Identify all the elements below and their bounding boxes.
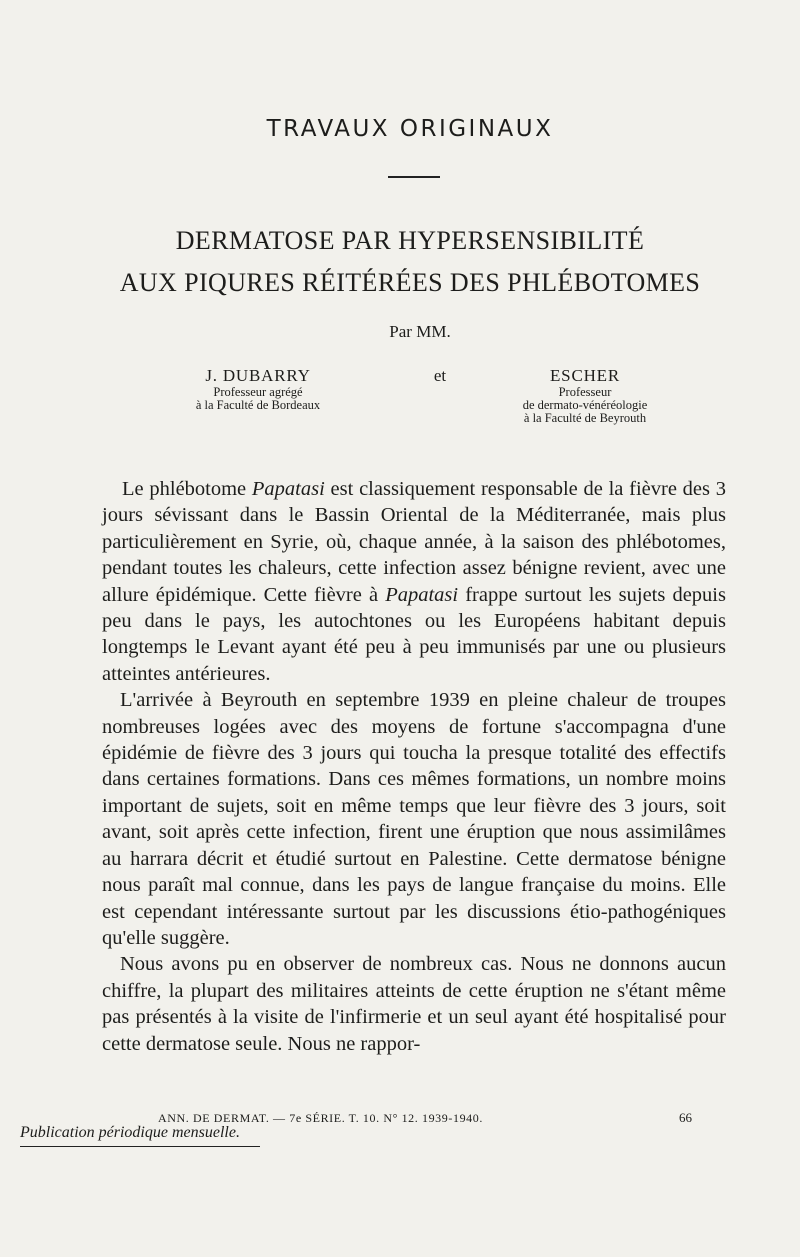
author-affiliation: Professeur agrégé [213,385,303,399]
body-paragraph-3: Nous avons pu en observer de nombreux cas. Nous ne donnons aucun chiffre, la plupart des militaires atteints de cette éruption ne s'étant même pas présentés à la visite de l'infirmerie et un seul ayant été hospitalisé pour cette dermatose seule. Nous ne rappor- [102,953,726,1055]
journal-citation: ANN. DE DERMAT. — 7e SÉRIE. T. 10. N° 12. 1939-1940. [158,1111,483,1125]
publication-note: Publication périodique mensuelle. [20,1124,240,1141]
author-block-dubarry [158,366,358,412]
body-paragraph-2: L'arrivée à Beyrouth en septembre 1939 en pleine chaleur de troupes nombreuses logées avec des moyens de fortune s'accompagna d'une épidémie de fièvre des 3 jours qui toucha la presque totalité des effectifs dans certaines formations. Dans ces mêmes formations, un nombre moins important de sujets, soit en même temps que leur fièvre des 3 jours, soit avant, soit après cette infection, firent une éruption que nous assimilâmes au harrara décrit et étudié surtout en Palestine. Cette dermatose bénigne nous paraît mal connue, dans les pays de langue française du moins. Elle est cependant intéressante surtout par les discussions étio-pathogéniques qu'elle suggère. [102,689,726,949]
article-body [102,476,726,1057]
body-text-segment: frappe surtout les sujets depuis peu dans le pays, les autochtones ou les Européens habitant depuis longtemps le Levant ayant été peu à peu immunisés par une ou plusieurs atteintes antérieures. [102,583,726,685]
author-affiliation: de dermato-vénéréologie [522,398,648,412]
italic-term: Papatasi [385,583,459,606]
author-name: J. DUBARRY [205,366,311,385]
body-text-segment: Le phlébotome [122,478,252,500]
title-divider [388,176,440,178]
page-number: 66 [679,1110,692,1125]
section-title: TRAVAUX ORIGINAUX [266,116,554,142]
author-block-escher [470,366,700,425]
author-affiliation: à la Faculté de Beyrouth [523,411,647,425]
body-text-segment: est classiquement responsable de la fièvre des 3 jours sévissant dans le Bassin Oriental de la Méditerranée, mais plus particulièrement en Syrie, où, chaque année, à la saison des phlébotomes, pendant toutes les chaleurs, cette infection assez bénigne revient, avec une allure épidémique. Cette fièvre à [102,478,726,606]
author-affiliation: Professeur [558,385,612,399]
author-name: ESCHER [550,366,620,385]
italic-term: Papatasi [251,478,325,500]
body-paragraph-1 [102,476,726,687]
article-title-line2: AUX PIQURES RÉITÉRÉES DES PHLÉBOTOMES [119,268,701,297]
author-affiliation: à la Faculté de Bordeaux [195,398,321,412]
byline: Par MM. [389,322,451,341]
publication-underline [20,1146,260,1147]
article-title-line1: DERMATOSE PAR HYPERSENSIBILITÉ [175,226,645,255]
author-conjunction: et [433,366,447,385]
